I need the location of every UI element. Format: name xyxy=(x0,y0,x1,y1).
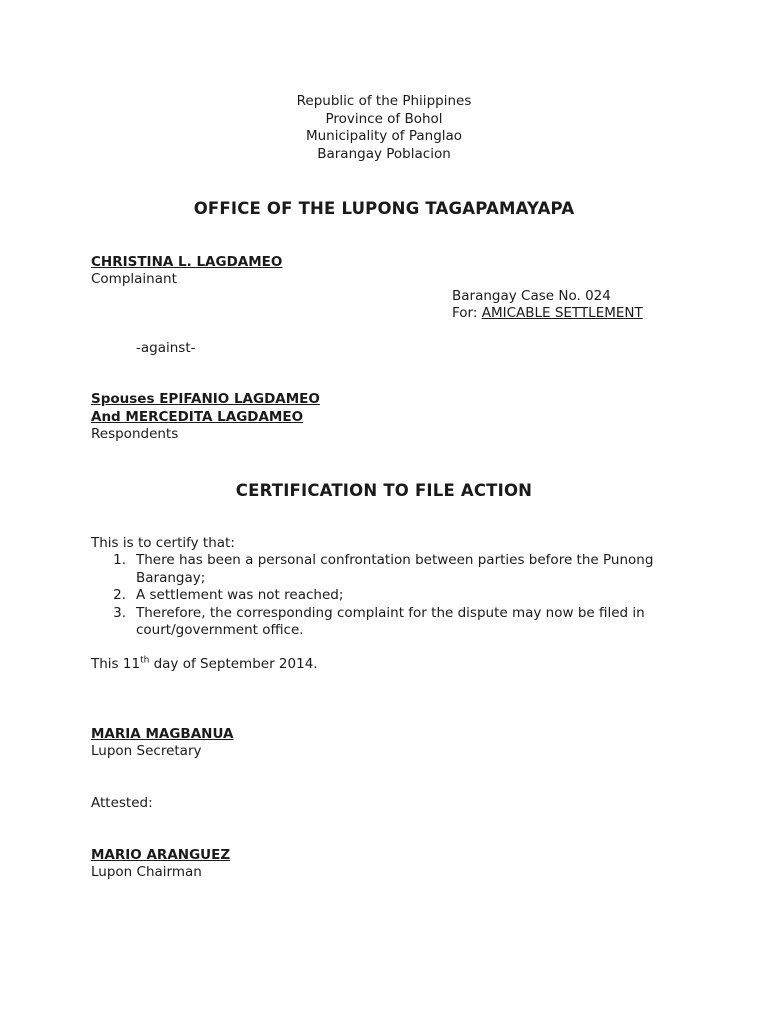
respondents-role: Respondents xyxy=(91,426,179,442)
case-for-value: AMICABLE SETTLEMENT xyxy=(481,305,643,321)
date-superscript: th xyxy=(140,655,150,666)
case-number: Barangay Case No. 024 xyxy=(452,288,611,304)
attested-label: Attested: xyxy=(91,795,153,811)
list-item-text: There has been a personal confrontation between parties before the Punong Barangay; xyxy=(136,552,654,586)
date-line xyxy=(91,656,318,674)
office-title: OFFICE OF THE LUPONG TAGAPAMAYAPA xyxy=(193,199,575,218)
list-number: 2. xyxy=(113,587,126,603)
date-suffix: day of September 2014. xyxy=(149,656,318,672)
respondent-name-2: And MERCEDITA LAGDAMEO xyxy=(91,409,304,425)
header-barangay: Barangay Poblacion xyxy=(317,145,451,162)
list-item-text: A settlement was not reached; xyxy=(136,587,344,603)
certification-title: CERTIFICATION TO FILE ACTION xyxy=(235,481,533,500)
respondent-name-1: Spouses EPIFANIO LAGDAMEO xyxy=(91,391,320,407)
chairman-name: MARIO ARANGUEZ xyxy=(91,847,231,863)
certify-intro: This is to certify that: xyxy=(91,535,235,551)
case-for xyxy=(452,305,643,323)
list-item-text: Therefore, the corresponding complaint for the dispute may now be filed in court/government office. xyxy=(136,604,645,638)
against-label: -against- xyxy=(136,340,196,356)
case-for-label: For: xyxy=(452,305,482,321)
secretary-name: MARIA MAGBANUA xyxy=(91,726,234,742)
list-number: 1. xyxy=(113,552,126,568)
date-prefix: This 11 xyxy=(91,656,141,672)
complainant-role: Complainant xyxy=(91,271,177,287)
secretary-title: Lupon Secretary xyxy=(91,743,202,759)
header-republic: Republic of the Phiippines xyxy=(296,93,472,109)
list-number: 3. xyxy=(113,604,126,621)
header-municipality: Municipality of Panglao xyxy=(305,128,463,144)
chairman-title: Lupon Chairman xyxy=(91,864,202,880)
complainant-name: CHRISTINA L. LAGDAMEO xyxy=(91,254,283,270)
header-province: Province of Bohol xyxy=(325,110,443,127)
